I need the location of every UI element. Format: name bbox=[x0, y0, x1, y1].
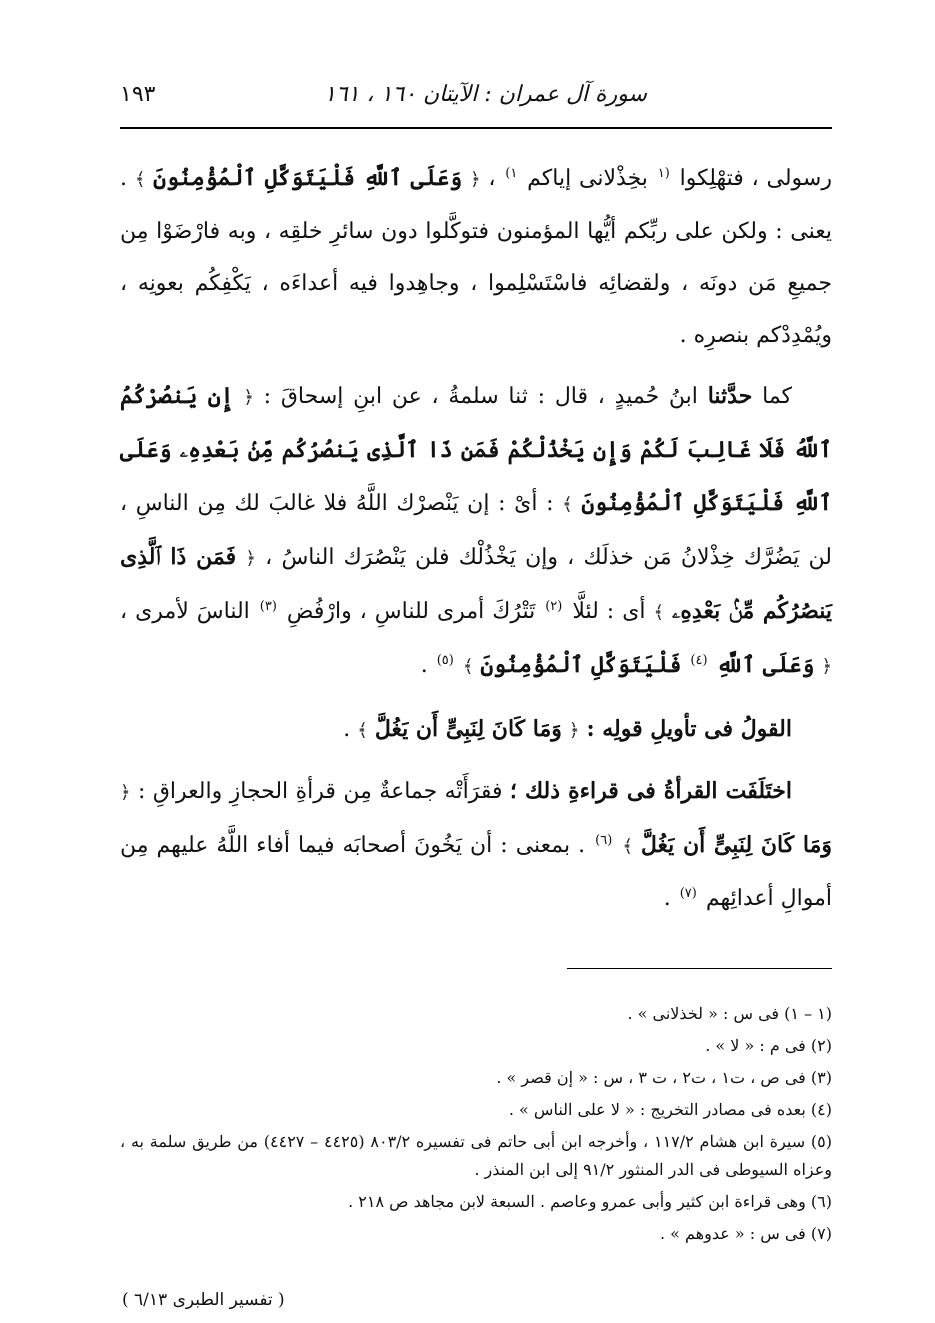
footnote-ref: (٦) bbox=[595, 832, 613, 848]
text: . bbox=[343, 717, 351, 742]
text: ، bbox=[488, 166, 496, 191]
quran-verse: وَعَلَى ٱللَّهِ bbox=[716, 652, 815, 678]
heading-text: القولُ فى تأويلِ قولِه : bbox=[586, 716, 792, 742]
quran-bracket-open: ﴿ bbox=[243, 387, 254, 408]
text: بخِذْلانى إياكم bbox=[527, 166, 648, 191]
haddathana-word: حدَّثنا bbox=[707, 383, 753, 409]
quran-bracket-close: ﴾ bbox=[357, 720, 368, 741]
text: . bbox=[663, 886, 671, 911]
page-header bbox=[120, 82, 832, 122]
quran-bracket-close: ﴾ bbox=[653, 602, 665, 623]
header-divider bbox=[120, 127, 832, 129]
quran-verse: فَمَن ذَا ٱلَّذِى يَنصُرُكُم مِّنۢ بَعْدِهِۦ bbox=[120, 544, 832, 624]
quran-bracket-open: ﴿ bbox=[120, 782, 131, 803]
footnote-ref: (١ bbox=[657, 165, 670, 181]
footnote-divider bbox=[567, 968, 832, 969]
footnotes bbox=[120, 1000, 832, 1248]
text: الناسَ لأمرى ، bbox=[120, 599, 250, 624]
quran-bracket-open: ﴿ bbox=[470, 169, 481, 190]
footnote-ref: (٤) bbox=[690, 652, 708, 668]
text: . يعنى : ولكن على ربِّكم أيُّها المؤمنون فتوكَّلوا دون سائرِ خلقِه ، وبه فارْضَوْا مِن جميعِ مَن دونَه ، ولقضائِه فاسْتَسْلِموا ، وجاهِدوا فيه أعداءَه ، يَكْفِكُم بعونِه ، ويُمْدِدْكم بنصرِه . bbox=[120, 166, 832, 348]
footnote-6: (٦) وهى قراءة ابن كثير وأبى عمرو وعاصم . السبعة لابن مجاهد ص ٢١٨ . bbox=[348, 1192, 832, 1211]
footnote-4: (٤) بعده فى مصادر التخريج : « لا على الناس » . bbox=[508, 1100, 832, 1119]
text: تَتْرُكَ أمرى للناسِ ، وارْفُضِ bbox=[286, 599, 536, 624]
quran-verse: وَمَا كَانَ لِنَبِىٍّ أَن يَغُلَّ bbox=[374, 716, 562, 742]
isnad-text: ابنُ حُميدٍ ، قال : ثنا سلمةُ ، عن ابنِ إسحاقَ : bbox=[263, 384, 698, 409]
text: : أىْ : إن يَنْصرْك اللَّهُ فلا غالبَ لك مِن الناسِ ، لن يَضُرَّك خِذْلانُ مَن خذلَك ، وإن يَخْذُلْك فلن يَنْصُرَك الناسُ ، bbox=[120, 491, 833, 570]
quran-verse: فَلْيَتَوَكَّلِ ٱلْمُؤْمِنُونَ bbox=[480, 652, 682, 678]
quran-bracket-open: ﴿ bbox=[568, 720, 580, 741]
footnote-3: (٣) فى ص ، ت١ ، ت٢ ، ت ٣ ، س : « إن قصر » . bbox=[496, 1068, 832, 1087]
footnote-ref: (٧) bbox=[679, 885, 697, 901]
footnote-ref: (٥) bbox=[436, 652, 454, 668]
text: رسولى ، فتهْلِكوا bbox=[679, 166, 832, 191]
footnote-5: (٥) سيرة ابن هشام ١١٧/٢ ، وأخرجه ابن أبى حاتم فى تفسيره ٨٠٣/٢ (٤٤٢٥ – ٤٤٢٧) من طريق سلمة به ، وعزاه السيوطى فى الدر المنثور ٩١/٢ إلى ابن المنذر . bbox=[120, 1132, 832, 1179]
footnote-ref: ١) bbox=[505, 165, 518, 181]
volume-signature: ( تفسير الطبرى ٦/١٣ ) bbox=[122, 1290, 285, 1310]
paragraph-2 bbox=[120, 370, 832, 693]
text: . بمعنى : أن يَخُونَ أصحابَه فيما أفاء اللَّهُ عليهم مِن أموالِ أعدائِهم bbox=[120, 833, 832, 911]
quran-bracket-close: ﴾ bbox=[462, 656, 474, 677]
footnote-2: (٢) فى م : « لا » . bbox=[705, 1036, 832, 1055]
paragraph-4 bbox=[120, 765, 832, 925]
section-heading bbox=[120, 703, 832, 757]
quran-verse: وَمَا كَانَ لِنَبِىٍّ أَن يَغُلَّ bbox=[640, 832, 832, 858]
quran-bracket-open: ﴿ bbox=[821, 656, 832, 677]
footnote-ref: (٢) bbox=[545, 598, 563, 614]
quran-bracket-close: ﴾ bbox=[562, 494, 573, 515]
quran-verse: وَعَلَى ٱللَّهِ فَلْيَتَوَكَّلِ ٱلْمُؤْمِنُونَ bbox=[153, 165, 463, 191]
text: كما bbox=[762, 384, 793, 409]
text: فقرَأَتْه جماعةٌ مِن قرأةِ الحجازِ والعراقِ : bbox=[137, 779, 503, 804]
footnote-7: (٧) فى س : « عدوهم » . bbox=[659, 1224, 832, 1243]
paragraph-1 bbox=[120, 152, 832, 362]
quran-verse: إِن يَنصُرْكُمُ ٱللَّهُ فَلَا غَالِبَ لَكُمْ وَإِن يَخْذُلْكُمْ فَمَن ذَا ٱلَّذِى يَنصُرُكُم مِّنۢ بَعْدِهِۦ وَعَلَى ٱللَّهِ فَلْيَتَوَكَّلِ ٱلْمُؤْمِنُونَ bbox=[120, 383, 832, 516]
text: أى : لئلَّا bbox=[572, 599, 646, 624]
footnote-1: (١ – ١) فى س : « لخذلانى » . bbox=[627, 1004, 832, 1023]
main-text bbox=[120, 152, 832, 925]
quran-bracket-close: ﴾ bbox=[622, 836, 633, 857]
footnote-ref: (٣) bbox=[259, 598, 277, 614]
running-title: سورة آل عمران : الآيتان ١٦٠ ، ١٦١ bbox=[324, 82, 647, 107]
quran-bracket-close: ﴾ bbox=[134, 169, 146, 190]
text: . bbox=[420, 653, 428, 678]
page-number: ١٩٣ bbox=[120, 82, 156, 107]
quran-bracket-open: ﴿ bbox=[245, 548, 256, 569]
bold-lead: اختَلَفَت القرأةُ فى قراءةِ ذلك ؛ bbox=[509, 778, 792, 804]
